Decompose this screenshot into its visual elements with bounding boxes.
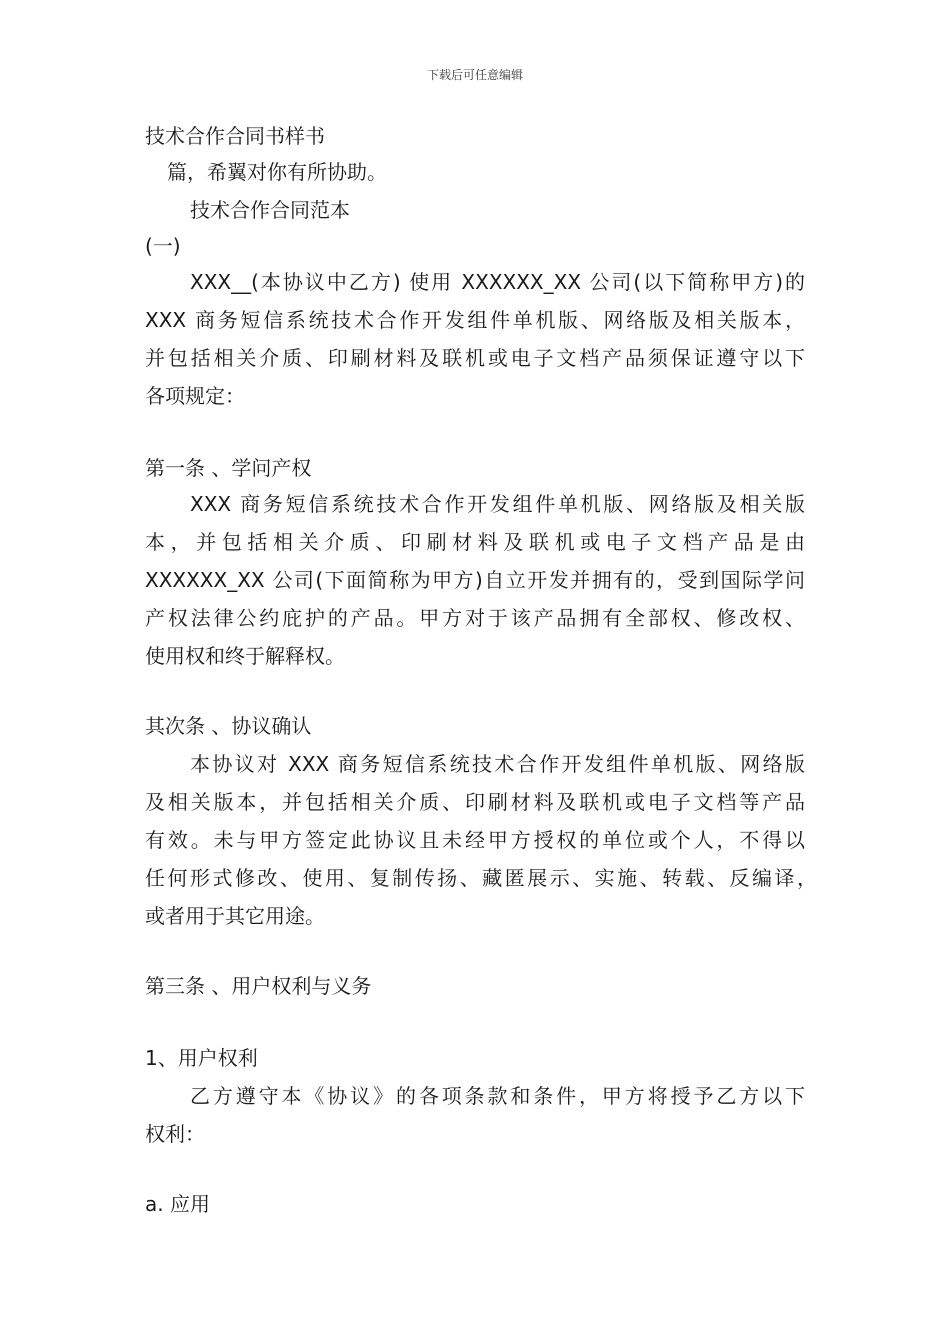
paragraph-line: XXXXXX_XX 公司(下面简称为甲方)自立开发并拥有的，受到国际学问 bbox=[145, 568, 805, 592]
subsection-heading: 1、用户权利 bbox=[145, 1046, 258, 1070]
paragraph-line: 本，并包括相关介质、印刷材料及联机或电子文档产品是由 bbox=[145, 530, 805, 554]
article-heading: 其次条 、协议确认 bbox=[145, 714, 312, 738]
list-item-label: a. 应用 bbox=[145, 1192, 210, 1216]
paragraph-line: 权利： bbox=[145, 1122, 205, 1146]
article-heading: 第三条 、用户权利与义务 bbox=[145, 974, 372, 998]
section-title: 技术合作合同范本 bbox=[190, 198, 350, 222]
paragraph-line: XXX__(本协议中乙方) 使用 XXXXXX_XX 公司(以下简称甲方)的 bbox=[190, 270, 805, 294]
paragraph-line: 或者用于其它用途。 bbox=[145, 904, 325, 928]
paragraph-line: 有效。未与甲方签定此协议且未经甲方授权的单位或个人，不得以 bbox=[145, 828, 805, 852]
paragraph-line: 产权法律公约庇护的产品。甲方对于该产品拥有全部权、修改权、 bbox=[145, 606, 805, 630]
intro-line: 篇，希翼对你有所协助。 bbox=[167, 160, 387, 184]
paragraph-line: 本协议对 XXX 商务短信系统技术合作开发组件单机版、网络版 bbox=[190, 752, 805, 776]
paragraph-line: 使用权和终于解释权。 bbox=[145, 644, 345, 668]
paragraph-line: 乙方遵守本《协议》的各项条款和条件，甲方将授予乙方以下 bbox=[190, 1084, 805, 1108]
paragraph-line: 各项规定： bbox=[145, 384, 245, 408]
paragraph-line: XXX 商务短信系统技术合作开发组件单机版、网络版及相关版本， bbox=[145, 308, 805, 332]
paragraph-line: 任何形式修改、使用、复制传扬、藏匿展示、实施、转载、反编译， bbox=[145, 866, 817, 890]
section-number: (一) bbox=[145, 234, 181, 258]
paragraph-line: XXX 商务短信系统技术合作开发组件单机版、网络版及相关版 bbox=[190, 492, 805, 516]
article-heading: 第一条 、学问产权 bbox=[145, 456, 312, 480]
header-note: 下载后可任意编辑 bbox=[426, 68, 523, 82]
paragraph-line: 及相关版本，并包括相关介质、印刷材料及联机或电子文档等产品 bbox=[145, 790, 805, 814]
paragraph-line: 并包括相关介质、印刷材料及联机或电子文档产品须保证遵守以下 bbox=[145, 346, 805, 370]
doc-title: 技术合作合同书样书 bbox=[145, 124, 325, 148]
